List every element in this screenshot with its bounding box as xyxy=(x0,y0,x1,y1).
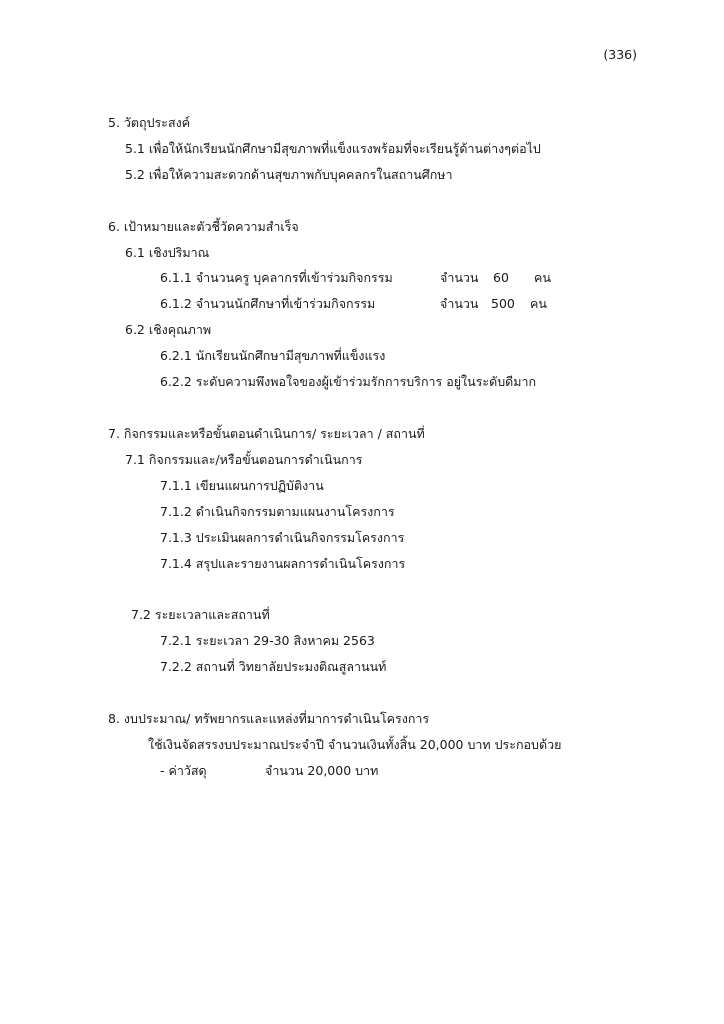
quantity-6-1-1-label: 6.1.1 จำนวนครู บุคลากรที่เข้าร่วมกิจกรรม xyxy=(160,270,393,285)
quantity-6-1-1-unit-label: จำนวน xyxy=(440,270,479,285)
quantity-heading: 6.1 เชิงปริมาณ xyxy=(125,245,210,260)
section-5-title: 5. วัตถุประสงค์ xyxy=(108,115,191,130)
timeplace-7-2-2: 7.2.2 สถานที่ วิทยาลัยประมงติณสูลานนท์ xyxy=(160,659,387,674)
quantity-6-1-2-label: 6.1.2 จำนวนนักศึกษาที่เข้าร่วมกิจกรรม xyxy=(160,296,376,311)
quantity-6-1-1-unit: คน xyxy=(534,270,551,285)
quality-6-2-2: 6.2.2 ระดับความพึงพอใจของผู้เข้าร่วมรักการบริการ อยู่ในระดับดีมาก xyxy=(160,374,537,389)
budget-description: ใช้เงินจัดสรรงบประมาณประจำปี จำนวนเงินทั้งสิ้น 20,000 บาท ประกอบด้วย xyxy=(148,737,562,752)
activity-7-1-2: 7.1.2 ดำเนินกิจกรรมตามแผนงานโครงการ xyxy=(160,504,395,519)
budget-item-amount: จำนวน 20,000 บาท xyxy=(265,763,379,778)
activity-heading: 7.1 กิจกรรมและ/หรือขั้นตอนการดำเนินการ xyxy=(125,452,363,467)
timeplace-heading: 7.2 ระยะเวลาและสถานที่ xyxy=(131,607,270,622)
objective-5-1: 5.1 เพื่อให้นักเรียนนักศึกษามีสุขภาพที่แข็งแรงพร้อมที่จะเรียนรู้ด้านต่างๆต่อไป xyxy=(125,141,541,156)
quantity-6-1-1-value: 60 xyxy=(493,270,509,285)
section-7-title: 7. กิจกรรมและหรือขั้นตอนดำเนินการ/ ระยะเวลา / สถานที่ xyxy=(108,426,425,441)
quantity-6-1-2-unit-label: จำนวน xyxy=(440,296,479,311)
quantity-6-1-2-value: 500 xyxy=(491,296,515,311)
section-6-title: 6. เป้าหมายและตัวชี้วัดความสำเร็จ xyxy=(108,219,299,234)
objective-5-2: 5.2 เพื่อให้ความสะดวกด้านสุขภาพกับบุคคลกรในสถานศึกษา xyxy=(125,167,453,182)
page-number: (336) xyxy=(603,47,637,62)
quantity-6-1-2-unit: คน xyxy=(530,296,547,311)
timeplace-7-2-1: 7.2.1 ระยะเวลา 29-30 สิงหาคม 2563 xyxy=(160,633,375,648)
budget-item-label: - ค่าวัสดุ xyxy=(160,763,207,778)
section-8-title: 8. งบประมาณ/ ทรัพยากรและแหล่งที่มาการดำเนินโครงการ xyxy=(108,711,430,726)
activity-7-1-4: 7.1.4 สรุปและรายงานผลการดำเนินโครงการ xyxy=(160,556,406,571)
quality-heading: 6.2 เชิงคุณภาพ xyxy=(125,322,212,337)
quality-6-2-1: 6.2.1 นักเรียนนักศึกษามีสุขภาพที่แข็งแรง xyxy=(160,348,386,363)
activity-7-1-1: 7.1.1 เขียนแผนการปฏิบัติงาน xyxy=(160,478,324,493)
activity-7-1-3: 7.1.3 ประเมินผลการดำเนินกิจกรรมโครงการ xyxy=(160,530,405,545)
